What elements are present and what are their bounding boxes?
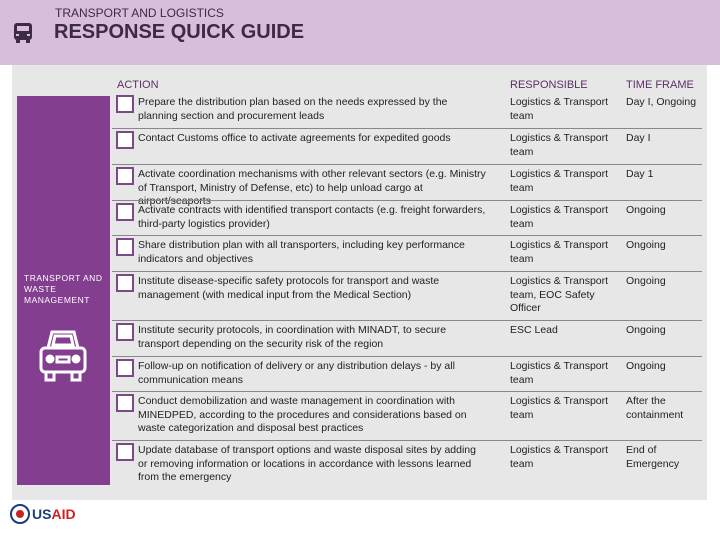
car-icon [38, 328, 88, 386]
timeframe-text: Day I, Ongoing [626, 96, 697, 108]
column-header-action: ACTION [117, 79, 159, 91]
responsible-text: Logistics & Transport team [510, 132, 609, 158]
action-text: Institute security protocols, in coordination with MINADT, to secure transport depending on the security risk of the region [138, 324, 447, 350]
responsible-text: Logistics & Transport team [510, 96, 609, 122]
timeframe-text: After the containment [626, 395, 684, 421]
timeframe-text: Day I [626, 132, 651, 144]
svg-text:USAID: USAID [32, 506, 76, 522]
action-text: Activate contracts with identified transport contacts (e.g. freight forwarders, third-party logistics provider) [138, 204, 486, 230]
table-row [112, 440, 702, 483]
table-row [112, 356, 702, 386]
timeframe-text: Ongoing [626, 324, 666, 336]
table-row [112, 200, 702, 230]
header-kicker: TRANSPORT AND LOGISTICS [55, 6, 224, 20]
responsible-text: ESC Lead [510, 324, 558, 336]
task-checkbox[interactable] [116, 203, 134, 221]
usaid-logo [8, 500, 86, 528]
action-text: Follow-up on notification of delivery or any distribution delays - by all communication means [138, 360, 455, 386]
responsible-text: Logistics & Transport team [510, 168, 609, 194]
timeframe-text: Ongoing [626, 239, 666, 251]
responsible-text: Logistics & Transport team [510, 204, 609, 230]
task-checkbox[interactable] [116, 394, 134, 412]
timeframe-text: Ongoing [626, 275, 666, 287]
table-row [112, 391, 702, 434]
task-checkbox[interactable] [116, 95, 134, 113]
column-header-responsible: RESPONSIBLE [510, 79, 588, 91]
task-checkbox[interactable] [116, 323, 134, 341]
page-title: RESPONSE QUICK GUIDE [54, 21, 305, 43]
responsible-text: Logistics & Transport team [510, 239, 609, 265]
timeframe-text: Ongoing [626, 204, 666, 216]
timeframe-text: End of Emergency [626, 444, 680, 470]
task-checkbox[interactable] [116, 238, 134, 256]
sidebar-label: TRANSPORT AND WASTE MANAGEMENT [24, 273, 103, 305]
timeframe-text: Day 1 [626, 168, 654, 180]
task-checkbox[interactable] [116, 131, 134, 149]
header-banner [0, 0, 720, 65]
timeframe-text: Ongoing [626, 360, 666, 372]
vehicle-icon [12, 22, 34, 44]
action-text: Contact Customs office to activate agreements for expedited goods [138, 132, 451, 144]
table-row [112, 235, 702, 265]
action-text: Conduct demobilization and waste management in coordination with MINEDPED, according to the procedures and considerations based on waste categorization and disposal best practices [138, 395, 467, 434]
task-checkbox[interactable] [116, 359, 134, 377]
responsible-text: Logistics & Transport team, EOC Safety Officer [510, 275, 609, 314]
task-checkbox[interactable] [116, 167, 134, 185]
responsible-text: Logistics & Transport team [510, 444, 609, 470]
responsible-text: Logistics & Transport team [510, 395, 609, 421]
table-row [112, 271, 702, 314]
action-text: Share distribution plan with all transporters, including key performance indicators and objectives [138, 239, 465, 265]
table-row [112, 164, 702, 207]
column-header-timeframe: TIME FRAME [626, 79, 694, 91]
action-text: Institute disease-specific safety protocols for transport and waste management (with medical input from the Medical Section) [138, 275, 440, 301]
action-text: Update database of transport options and waste disposal sites by adding or removing information or locations in accordance with lessons learned from the emergency [138, 444, 476, 483]
table-row [112, 128, 702, 158]
action-text: Prepare the distribution plan based on the needs expressed by the planning section and procurement leads [138, 96, 448, 122]
task-checkbox[interactable] [116, 274, 134, 292]
task-checkbox[interactable] [116, 443, 134, 461]
responsible-text: Logistics & Transport team [510, 360, 609, 386]
table-row [112, 320, 702, 350]
action-text: Activate coordination mechanisms with other relevant sectors (e.g. Ministry of Transport, Ministry of Defense, etc) to help unload cargo at airport/seaports [138, 168, 486, 207]
